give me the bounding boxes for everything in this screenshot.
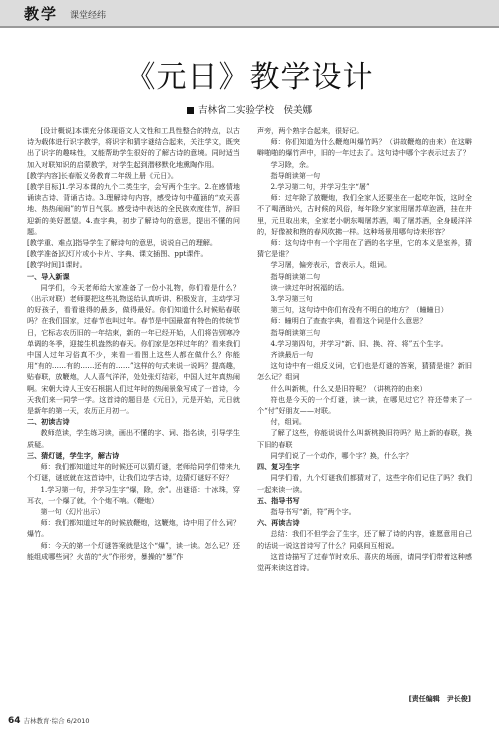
paragraph: 第三句，这句诗中你们有没有不明白的地方？（瞳瞳日）	[270, 305, 448, 315]
paragraph: [教学目标]1.学习本课的九个二类生字，会写两个生字。2.在感情地诵读古诗、背诵古诗。3.理解诗句内容，感受诗句中蕴涵的“欢天喜地、热热闹闹”的节日气氛。感受诗中表达的全民族欢度佳节，辞旧迎新的美好愿望。4.查字典，初步了解诗句的意思，提出不懂的问题。	[27, 182, 240, 236]
paragraph: 同学们说了一个动作，哪个字？换，什么字？	[270, 450, 413, 460]
column-name: 课堂经纬	[70, 11, 107, 21]
paragraph: 第一句（幻片出示）	[40, 506, 105, 516]
paragraph: [教学准备]幻灯片或小卡片、字典、课文插图、ppt课件。	[27, 249, 208, 259]
paragraph: [教学内容]长春版义务教育二年级上册《元日》。	[27, 170, 178, 180]
paragraph: 4.学习第四句，并学习“新、旧、换、符、将”五个生字。	[270, 338, 448, 348]
editor-credit: [责任编辑 尹长俊]	[408, 695, 471, 703]
paragraph: 指导朗读第二句	[270, 271, 321, 281]
paragraph: 这首诗描写了过春节时欢乐、喜庆的场面，请同学们带着这种感觉再来读这首诗。	[257, 551, 472, 572]
page-footer	[8, 716, 90, 726]
paragraph: 这句诗中有一组反义词，它们也是灯谜的答案，猜猜是谁？新旧怎么记？组词	[257, 361, 472, 382]
paragraph: [教学时间]1课时。	[27, 260, 87, 270]
paragraph: 2.学习第二句，并学习生字“屠”	[270, 182, 370, 192]
section-heading: 四、复习生字	[257, 462, 300, 472]
paragraph: 符也是今天的一个灯谜，读一读，在哪见过它？符还带来了一个“付”好朋友——对联。	[257, 394, 472, 416]
paragraph: 齐读最后一句	[270, 350, 314, 360]
paragraph: 师：过年除了放鞭炮，我们全家人还要坐在一起吃年饭，这时全不了喝酒助兴，古时候的风俗，每年除夕家家用屠苏草泡酒，挂在井里，元旦取出来，全家老小朝东喝屠苏酒，喝了屠苏酒，全身暖洋洋的，好像被和煦的春风吹拂一样。这种场景用哪句诗来形容？	[257, 193, 472, 236]
paragraph: 师：我们都知道过年的时候放鞭炮，这鞭炮，诗中用了什么词？爆竹。	[27, 518, 240, 539]
paragraph: 指导朗读第一句	[270, 170, 321, 180]
section-heading: 五、指导书写	[257, 495, 300, 505]
paragraph: [设计概说]本课充分体现语文人文性和工具性整合的特点，以古诗为载体进行识字教学，将识字和猜字谜结合起来，关注学文，既突出了识字的趣味性，又能帮助学生很好的了解古诗的意境。同时适当加入对联知识的启蒙教学，对学生起到潜移默化地熏陶作用。	[27, 126, 240, 169]
paragraph: 学习屠，偏旁表示，音表示人，组词。	[270, 260, 392, 270]
page-header	[0, 0, 499, 30]
paragraph: 教师范读，学生练习读，画出不懂的字、词、指名读，引导学生质疑。	[27, 428, 240, 449]
paragraph: 师：你们知道为什么鞭炮叫爆竹吗？（讲故鞭炮的由来）在这噼噼啪啪的爆竹声中，旧的一年过去了。这句诗中哪个字表示过去了？	[257, 137, 472, 158]
paragraph: 付，组词。	[270, 417, 306, 427]
left-column	[27, 125, 240, 562]
right-column	[257, 125, 472, 573]
paragraph: 指导书写“新，符”两个字。	[270, 506, 356, 516]
paragraph: 了解了这些，你能说说什么叫新桃换旧符吗？贴上新的春联，换下旧的春联	[257, 428, 472, 449]
paragraph: 读一读过年时祝福的话。	[270, 282, 349, 292]
paragraph: 师：今天的第一个灯谜答案就是这个“爆”，读一读。怎么记？还能组成哪些词？火苗的“火”作形旁，暴操的“暴”作	[27, 540, 240, 561]
page-number: 64	[8, 716, 21, 726]
section-heading: 一、导入新课	[27, 271, 70, 281]
paragraph: 同学们看，九个灯谜我们都猜对了，这些字你们记住了吗？我们一起来读一读。	[257, 473, 472, 494]
square-bullet-icon	[187, 107, 194, 114]
paragraph: 指导朗读第三句	[270, 327, 321, 337]
paragraph: 什么叫新桃，什么又是旧符呢？（讲桃符的由来）	[270, 383, 427, 393]
section-heading: 六、再读古诗	[257, 518, 300, 528]
section-heading: 二、初读古诗	[27, 417, 70, 427]
paragraph: 声旁，两个熟字合起来，很好记。	[257, 126, 364, 135]
paragraph: 3.学习第三句	[270, 294, 313, 304]
author-text: 吉林省二实验学校 侯美娜	[197, 105, 312, 116]
paragraph: [教学重、难点]指导学生了解诗句的意思，说说自己的理解。	[27, 238, 217, 248]
article-author	[0, 102, 499, 116]
paragraph: 同学们，今天老师给大家准备了一份小礼物，你们看是什么？（出示对联）老师要把这些礼物送给认真听讲、积极发言，主动学习的好孩子，看看谁得的最多，做得最好。你们知道什么时候贴春联吗？在我们国家，过春节也叫过年。春节是中国最富有特色的传统节日，它标志农历旧的一年结束，新的一年已经开始，人们将告别寒冷单调的冬季，迎接生机盎然的春天。你们家是怎样过年的？看来我们中国人过年习俗真不少，来看一看图上这些人都在做什么？你能用“有的……有的……还有的……”这样的句式来说一说吗？提高趣，贴春联，放鞭炮，人人喜气洋洋，处处张灯结彩，中国人过年真热闹啊。宋朝大诗人王安石根据人们过年时的热闹景象写成了一首诗，今天我们来一同学一学。这首诗的题目是《元日》，元是开始，元日就是新年的第一天，农历正月初一。	[27, 282, 240, 416]
journal-name: 吉林教育·综合 6/2010	[23, 717, 90, 725]
paragraph: 1.学习第一句，并学习生字“爆，除，余”。出谜语：十冰珠，穿耳衣，一个爆了就，个个炮不响。（鞭炮）	[27, 484, 240, 505]
section-heading: 三、猜灯谜，学生字，解古诗	[27, 450, 120, 460]
paragraph: 学习除，余。	[270, 159, 314, 169]
article-title: 《元日》教学设计	[125, 60, 374, 95]
paragraph: 师：我们都知道过年的时候还可以猜灯谜，老师给同学们带来九个灯谜，谜底就在这首诗中，让我们边学古诗，边猜灯谜好不好？	[27, 462, 240, 483]
header-rule	[0, 26, 499, 28]
paragraph: 师：瞳明白了查查字典，看看这个词是什么意思？	[270, 316, 427, 326]
paragraph: 师：这句诗中有一个字用在了酒的名字里，它的本义是室养，猜猜它是谁？	[257, 238, 472, 259]
section-logo: 教学	[24, 5, 59, 23]
paragraph: 总结：我们不但学会了生字，还了解了诗的内容，谁愿意用自己的话说一说这首诗写了什么？同桌间互相说。	[257, 529, 472, 550]
